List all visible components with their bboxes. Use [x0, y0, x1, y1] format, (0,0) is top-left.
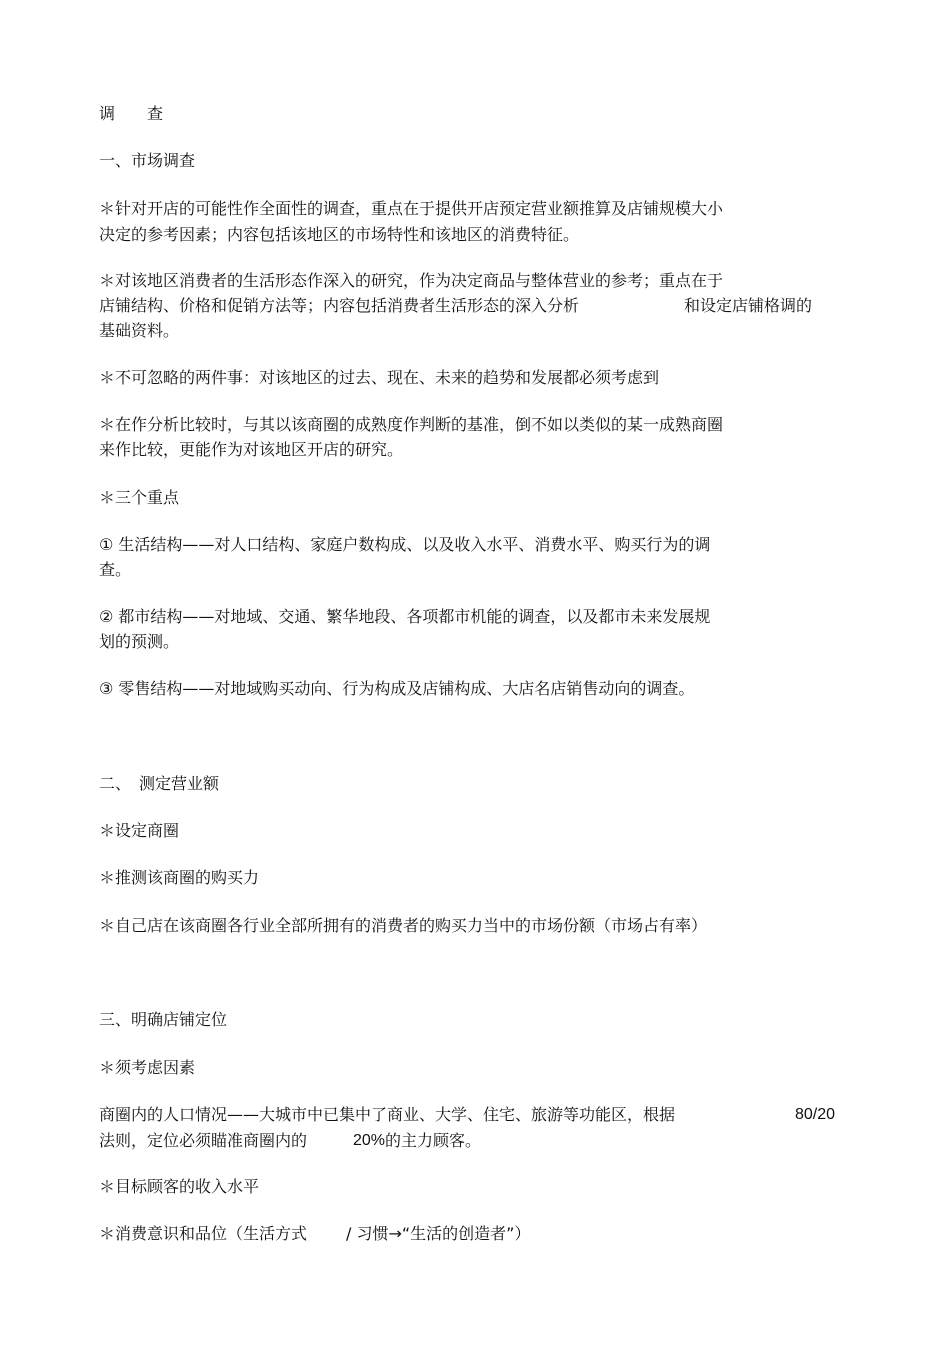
s1-p4-line1: ＊在作分析比较时，与其以该商圈的成熟度作判断的基准，倒不如以类似的某一成熟商圈: [99, 415, 724, 434]
s2-p1: ＊设定商圈: [99, 821, 180, 840]
s3-p2-line2-b: 的主力顾客。: [385, 1131, 482, 1150]
s3-p2-line1: 商圈内的人口情况——大城市中已集中了商业、大学、住宅、旅游等功能区，根据: [99, 1105, 676, 1124]
s1-p7-line2: 划的预测。: [99, 632, 180, 651]
s1-p2-line1: ＊对该地区消费者的生活形态作深入的研究，作为决定商品与整体营业的参考；重点在于: [99, 271, 724, 290]
s1-p3: ＊不可忽略的两件事：对该地区的过去、现在、未来的趋势和发展都必须考虑到: [99, 368, 660, 387]
s1-p4-line2: 来作比较，更能作为对该地区开店的研究。: [99, 440, 404, 459]
s1-p2-line2-a: 店铺结构、价格和促销方法等；内容包括消费者生活形态的深入分析: [99, 296, 580, 315]
section-2-heading: 二、 测定营业额: [99, 774, 220, 793]
s1-p8: ③ 零售结构——对地域购买动向、行为构成及店铺构成、大店名店销售动向的调查。: [99, 679, 695, 698]
s3-p1: ＊须考虑因素: [99, 1058, 196, 1077]
s3-p2-percent: 20%: [353, 1132, 386, 1149]
s2-p2: ＊推测该商圈的购买力: [99, 868, 260, 887]
s1-p1-line1: ＊针对开店的可能性作全面性的调查，重点在于提供开店预定营业额推算及店铺规模大小: [99, 199, 724, 218]
s3-p3: ＊目标顾客的收入水平: [99, 1177, 260, 1196]
s1-p2-line3: 基础资料。: [99, 321, 180, 340]
s3-p4-a: ＊消费意识和品位（生活方式: [99, 1224, 308, 1243]
section-3-heading: 三、明确店铺定位: [99, 1010, 228, 1029]
s1-p1-line2: 决定的参考因素；内容包括该地区的市场特性和该地区的消费特征。: [99, 225, 580, 244]
s2-p3: ＊自己店在该商圈各行业全部所拥有的消费者的购买力当中的市场份额（市场占有率）: [99, 916, 708, 935]
s1-p6-line1: ① 生活结构——对人口结构、家庭户数构成、以及收入水平、消费水平、购买行为的调: [99, 535, 711, 554]
s3-p2-ratio: 80/20: [795, 1106, 836, 1123]
s1-p6-line2: 查。: [99, 560, 132, 579]
s1-p5: ＊三个重点: [99, 488, 180, 507]
document-title: 调 查: [99, 104, 164, 123]
s1-p2-line2-b: 和设定店铺格调的: [684, 296, 813, 315]
s3-p2-line2-a: 法则，定位必须瞄准商圈内的: [99, 1131, 308, 1150]
s1-p7-line1: ② 都市结构——对地域、交通、繁华地段、各项都市机能的调查，以及都市未来发展规: [99, 607, 711, 626]
s3-p4-b: / 习惯→“生活的创造者”）: [346, 1224, 531, 1243]
s1-p2-line2: [99, 295, 579, 317]
section-1-heading: 一、市场调查: [99, 151, 196, 170]
